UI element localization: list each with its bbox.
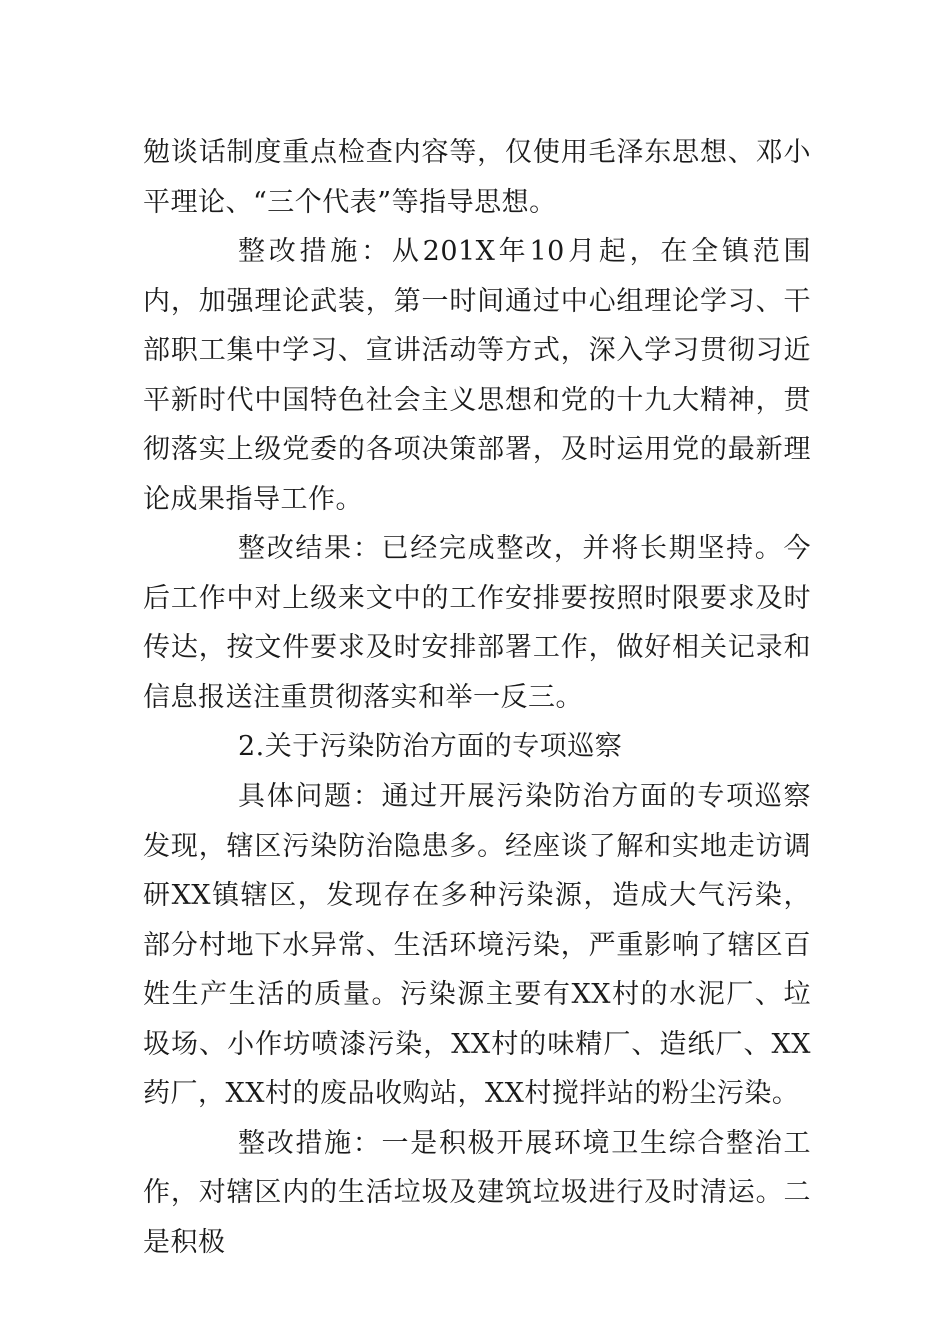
- paragraph-rectification-results: 整改结果：已经完成整改，并将长期坚持。今后工作中对上级来文中的工作安排要按照时限要求及时传达，按文件要求及时安排部署工作，做好相关记录和信息报送注重贯彻落实和举一反三。: [143, 533, 811, 713]
- paragraph-specific-problems: 具体问题：通过开展污染防治方面的专项巡察发现，辖区污染防治隐患多。经座谈了解和实地走访调研XX镇辖区，发现存在多种污染源，造成大气污染，部分村地下水异常、生活环境污染，严重影响了辖区百姓生产生活的质量。污染源主要有XX村的水泥厂、垃圾场、小作坊喷漆污染，XX村的味精厂、造纸厂、XX药厂，XX村的废品收购站，XX村搅拌站的粉尘污染。: [143, 781, 811, 1109]
- document-body: [143, 128, 811, 1267]
- paragraph-rectification-measures: 整改措施：从201X年10月起，在全镇范围内，加强理论武装，第一时间通过中心组理论学习、干部职工集中学习、宣讲活动等方式，深入学习贯彻习近平新时代中国特色社会主义思想和党的十九大精神，贯彻落实上级党委的各项决策部署，及时运用党的最新理论成果指导工作。: [143, 236, 811, 515]
- paragraph-continuation: 勉谈话制度重点检查内容等，仅使用毛泽东思想、邓小平理论、“三个代表”等指导思想。: [143, 137, 811, 218]
- paragraph-pollution-measures: 整改措施：一是积极开展环境卫生综合整治工作，对辖区内的生活垃圾及建筑垃圾进行及时清运。二是积极: [143, 1127, 811, 1258]
- section-heading-pollution-inspection: 2.关于污染防治方面的专项巡察: [238, 731, 623, 762]
